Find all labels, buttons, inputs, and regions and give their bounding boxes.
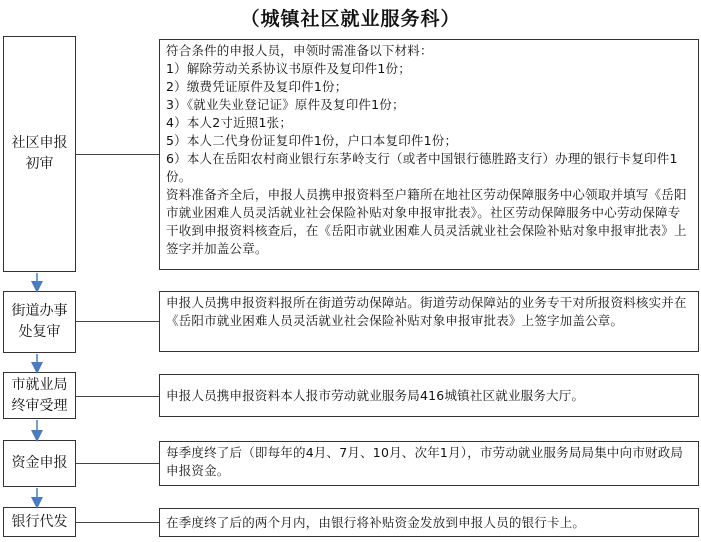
stage-label: 银行代发 [11,513,68,530]
description-line: 3）《就业失业登记证》原件及复印件1份； [166,97,405,112]
description-line: 6）本人在岳阳农村商业银行东茅岭支行（或者中国银行德胜路支行）办理的银行卡复印件1份。 [166,151,678,184]
description-line: 5）本人二代身份证复印件1份，户口本复印件1份； [166,133,458,148]
stage-label: 市就业局终审受理 [11,376,68,414]
description-line: 符合条件的申报人员，申领时需准备以下材料： [166,43,433,58]
stage-label: 街道办事处复审 [11,303,68,340]
stage-label: 社区申报初审 [11,135,68,172]
stage-label: 资金申报 [11,455,68,471]
description-line: 2）缴费凭证原件及复印件1份； [166,79,348,94]
page-title: （城镇社区就业服务科） [240,8,461,30]
description-line: 申报人员携申报资料报所在街道劳动保障站。街道劳动保障站的业务专干对所报资料核实并在《岳阳市就业困难人员灵活就业社会保险补贴对象申报审批表》上签字加盖公章。 [166,295,687,328]
description-line: 在季度终了后的两个月内，由银行将补贴资金发放到申报人员的银行卡上。 [166,514,586,530]
description-line: 申报人员携申报资料本人报市劳动就业服务局416城镇社区就业服务大厅。 [166,387,585,403]
description-line: 资料准备齐全后，申报人员携申报资料至户籍所在地社区劳动保障服务中心领取并填写《岳阳市就业困难人员灵活就业社会保险补贴对象申报审批表》。社区劳动保障服务中心劳动保障专干收到申报资料核查后，在《岳阳市就业困难人员灵活就业社会保险补贴对象申报审批表》上签字并加盖公章。 [166,187,687,256]
description-line: 1）解除劳动关系协议书原件及复印件1份； [166,61,411,76]
description-line: 每季度终了后（即每年的4月、7月、10月、次年1月），市劳动就业服务局局集中向市财政局申报资金。 [166,445,684,478]
description-line: 4）本人2寸近照1张； [166,115,293,130]
